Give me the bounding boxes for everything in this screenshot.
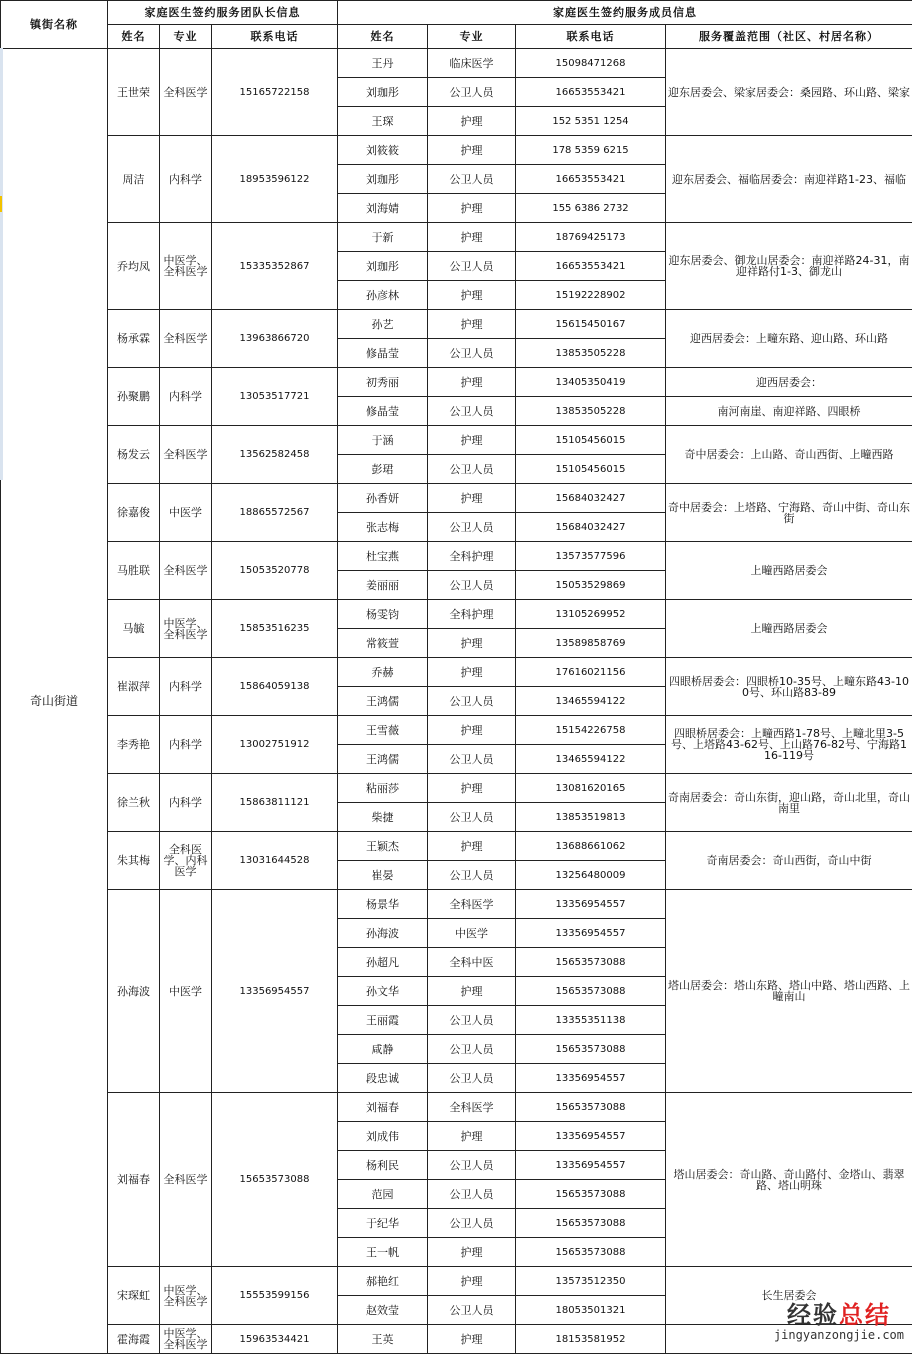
member-phone-cell: 13688661062 <box>516 832 666 861</box>
leader-phone-cell: 18953596122 <box>212 136 338 223</box>
member-major-cell: 护理 <box>428 629 516 658</box>
member-phone-cell: 15105456015 <box>516 426 666 455</box>
coverage-cell <box>666 1325 912 1354</box>
member-name-cell: 刘珈彤 <box>338 252 428 281</box>
member-phone-cell: 16653553421 <box>516 78 666 107</box>
member-name-cell: 杨利民 <box>338 1151 428 1180</box>
table-row <box>1 600 912 629</box>
member-name-cell: 郝艳红 <box>338 1267 428 1296</box>
member-name-cell: 刘海婧 <box>338 194 428 223</box>
member-phone-cell: 16653553421 <box>516 165 666 194</box>
member-major-cell: 公卫人员 <box>428 339 516 368</box>
leader-name-cell: 乔均凤 <box>108 223 160 310</box>
coverage-cell: 上疃西路居委会 <box>666 600 912 658</box>
member-phone-cell: 15653573088 <box>516 1035 666 1064</box>
member-major-cell: 中医学 <box>428 919 516 948</box>
member-phone-cell: 13356954557 <box>516 1122 666 1151</box>
member-name-cell: 杨雯钧 <box>338 600 428 629</box>
member-major-cell: 护理 <box>428 426 516 455</box>
member-name-cell: 于涵 <box>338 426 428 455</box>
coverage-cell: 迎西居委会： <box>666 368 912 397</box>
leader-name-cell: 孙海波 <box>108 890 160 1093</box>
member-major-cell: 临床医学 <box>428 49 516 78</box>
header-street: 镇街名称 <box>1 1 108 49</box>
member-phone-cell: 13081620165 <box>516 774 666 803</box>
leader-major-cell: 全科医学、内科医学 <box>160 832 212 890</box>
member-name-cell: 乔赫 <box>338 658 428 687</box>
leader-phone-cell: 18865572567 <box>212 484 338 542</box>
member-phone-cell: 13573512350 <box>516 1267 666 1296</box>
leader-name-cell: 马毓 <box>108 600 160 658</box>
sheet-edge-strip <box>0 48 3 480</box>
member-major-cell: 护理 <box>428 1325 516 1354</box>
member-name-cell: 王雪薇 <box>338 716 428 745</box>
leader-major-cell: 中医学、全科医学 <box>160 600 212 658</box>
member-name-cell: 刘珈彤 <box>338 165 428 194</box>
table-row <box>1 426 912 455</box>
leader-major-cell: 全科医学 <box>160 542 212 600</box>
leader-phone-cell: 13562582458 <box>212 426 338 484</box>
leader-phone-cell: 13963866720 <box>212 310 338 368</box>
member-major-cell: 护理 <box>428 1122 516 1151</box>
table-row <box>1 1093 912 1122</box>
table-row <box>1 49 912 78</box>
leader-major-cell: 全科医学 <box>160 1093 212 1267</box>
member-major-cell: 公卫人员 <box>428 1180 516 1209</box>
leader-major-cell: 全科医学 <box>160 310 212 368</box>
leader-phone-cell: 15653573088 <box>212 1093 338 1267</box>
coverage-cell: 奇中居委会：上塔路、宁海路、奇山中街、奇山东街 <box>666 484 912 542</box>
header-leader-name: 姓名 <box>108 25 160 49</box>
member-major-cell: 公卫人员 <box>428 1296 516 1325</box>
member-name-cell: 赵效莹 <box>338 1296 428 1325</box>
member-phone-cell: 15653573088 <box>516 1209 666 1238</box>
member-phone-cell: 13256480009 <box>516 861 666 890</box>
member-name-cell: 咸静 <box>338 1035 428 1064</box>
leader-name-cell: 刘福春 <box>108 1093 160 1267</box>
member-name-cell: 王丹 <box>338 49 428 78</box>
table-row <box>1 716 912 745</box>
leader-major-cell: 内科学 <box>160 716 212 774</box>
table-row <box>1 1267 912 1296</box>
member-name-cell: 王鸿儒 <box>338 745 428 774</box>
leader-major-cell: 内科学 <box>160 774 212 832</box>
member-name-cell: 彭珺 <box>338 455 428 484</box>
leader-phone-cell: 15335352867 <box>212 223 338 310</box>
leader-major-cell: 全科医学 <box>160 49 212 136</box>
member-phone-cell: 13405350419 <box>516 368 666 397</box>
leader-phone-cell: 13002751912 <box>212 716 338 774</box>
member-major-cell: 全科医学 <box>428 890 516 919</box>
member-phone-cell: 15653573088 <box>516 1180 666 1209</box>
coverage-cell: 迎东居委会、福临居委会：南迎祥路1-23、福临 <box>666 136 912 223</box>
leader-phone-cell: 15165722158 <box>212 49 338 136</box>
member-major-cell: 公卫人员 <box>428 861 516 890</box>
member-phone-cell: 18153581952 <box>516 1325 666 1354</box>
member-name-cell: 王丽霞 <box>338 1006 428 1035</box>
member-phone-cell: 178 5359 6215 <box>516 136 666 165</box>
member-name-cell: 初秀丽 <box>338 368 428 397</box>
leader-major-cell: 中医学、全科医学 <box>160 1267 212 1325</box>
leader-name-cell: 徐兰秋 <box>108 774 160 832</box>
member-name-cell: 王一帆 <box>338 1238 428 1267</box>
member-phone-cell: 15653573088 <box>516 1238 666 1267</box>
member-name-cell: 刘成伟 <box>338 1122 428 1151</box>
member-major-cell: 公卫人员 <box>428 513 516 542</box>
member-major-cell: 公卫人员 <box>428 803 516 832</box>
member-phone-cell: 15684032427 <box>516 484 666 513</box>
member-phone-cell: 15053529869 <box>516 571 666 600</box>
member-phone-cell: 13465594122 <box>516 687 666 716</box>
member-major-cell: 公卫人员 <box>428 571 516 600</box>
member-phone-cell: 15105456015 <box>516 455 666 484</box>
member-major-cell: 护理 <box>428 223 516 252</box>
member-phone-cell: 15653573088 <box>516 948 666 977</box>
member-major-cell: 公卫人员 <box>428 78 516 107</box>
leader-name-cell: 朱其梅 <box>108 832 160 890</box>
sheet-edge-marker <box>0 196 2 212</box>
coverage-cell: 南河南崖、南迎祥路、四眼桥 <box>666 397 912 426</box>
street-name-cell: 奇山街道 <box>1 49 108 1354</box>
leader-major-cell: 中医学 <box>160 890 212 1093</box>
member-name-cell: 王鸿儒 <box>338 687 428 716</box>
watermark-title-a: 经验 <box>787 1301 839 1329</box>
table-row <box>1 1325 912 1354</box>
member-major-cell: 护理 <box>428 194 516 223</box>
header-member-phone: 联系电话 <box>516 25 666 49</box>
member-major-cell: 公卫人员 <box>428 745 516 774</box>
member-phone-cell: 15653573088 <box>516 1093 666 1122</box>
member-major-cell: 全科中医 <box>428 948 516 977</box>
leader-major-cell: 中医学 <box>160 484 212 542</box>
table-row <box>1 368 912 397</box>
member-phone-cell: 13356954557 <box>516 890 666 919</box>
member-phone-cell: 18053501321 <box>516 1296 666 1325</box>
member-phone-cell: 15192228902 <box>516 281 666 310</box>
leader-name-cell: 周洁 <box>108 136 160 223</box>
header-leader-group: 家庭医生签约服务团队长信息 <box>108 1 338 25</box>
member-major-cell: 护理 <box>428 310 516 339</box>
member-phone-cell: 13356954557 <box>516 1064 666 1093</box>
member-phone-cell: 16653553421 <box>516 252 666 281</box>
coverage-cell: 四眼桥居委会：四眼桥10-35号、上疃东路43-100号、环山路83-89 <box>666 658 912 716</box>
leader-phone-cell: 15863811121 <box>212 774 338 832</box>
member-major-cell: 公卫人员 <box>428 687 516 716</box>
member-major-cell: 护理 <box>428 484 516 513</box>
member-major-cell: 公卫人员 <box>428 165 516 194</box>
member-phone-cell: 13589858769 <box>516 629 666 658</box>
header-member-major: 专业 <box>428 25 516 49</box>
member-name-cell: 于纪华 <box>338 1209 428 1238</box>
leader-major-cell: 内科学 <box>160 368 212 426</box>
member-phone-cell: 13853505228 <box>516 339 666 368</box>
member-name-cell: 王英 <box>338 1325 428 1354</box>
member-name-cell: 刘筱筱 <box>338 136 428 165</box>
leader-name-cell: 王世荣 <box>108 49 160 136</box>
leader-major-cell: 内科学 <box>160 658 212 716</box>
member-major-cell: 公卫人员 <box>428 1006 516 1035</box>
member-name-cell: 修晶莹 <box>338 339 428 368</box>
coverage-cell: 奇南居委会：奇山东街，迎山路，奇山北里，奇山南里 <box>666 774 912 832</box>
member-major-cell: 护理 <box>428 136 516 165</box>
leader-phone-cell: 15553599156 <box>212 1267 338 1325</box>
leader-name-cell: 杨承霖 <box>108 310 160 368</box>
member-phone-cell: 13573577596 <box>516 542 666 571</box>
member-major-cell: 护理 <box>428 977 516 1006</box>
member-phone-cell: 15154226758 <box>516 716 666 745</box>
table-row <box>1 310 912 339</box>
member-name-cell: 于新 <box>338 223 428 252</box>
table-row <box>1 890 912 919</box>
member-major-cell: 全科护理 <box>428 542 516 571</box>
member-name-cell: 崔晏 <box>338 861 428 890</box>
member-name-cell: 孙文华 <box>338 977 428 1006</box>
member-phone-cell: 15098471268 <box>516 49 666 78</box>
member-name-cell: 柴捷 <box>338 803 428 832</box>
member-phone-cell: 18769425173 <box>516 223 666 252</box>
member-name-cell: 范园 <box>338 1180 428 1209</box>
table-row <box>1 136 912 165</box>
member-name-cell: 姜丽丽 <box>338 571 428 600</box>
leader-phone-cell: 15053520778 <box>212 542 338 600</box>
table-row <box>1 774 912 803</box>
member-name-cell: 刘福春 <box>338 1093 428 1122</box>
member-major-cell: 全科医学 <box>428 1093 516 1122</box>
member-major-cell: 护理 <box>428 832 516 861</box>
member-name-cell: 刘珈彤 <box>338 78 428 107</box>
header-coverage: 服务覆盖范围（社区、村居名称） <box>666 25 912 49</box>
member-major-cell: 公卫人员 <box>428 455 516 484</box>
member-major-cell: 护理 <box>428 368 516 397</box>
coverage-cell: 塔山居委会：塔山东路、塔山中路、塔山西路、上疃南山 <box>666 890 912 1093</box>
leader-major-cell: 中医学、全科医学 <box>160 1325 212 1354</box>
member-name-cell: 孙海波 <box>338 919 428 948</box>
coverage-cell: 迎东居委会、御龙山居委会：南迎祥路24-31，南迎祥路付1-3、御龙山 <box>666 223 912 310</box>
coverage-cell: 长生居委会 <box>666 1267 912 1325</box>
leader-major-cell: 内科学 <box>160 136 212 223</box>
coverage-cell: 奇中居委会：上山路、奇山西街、上疃西路 <box>666 426 912 484</box>
coverage-cell: 迎西居委会：上疃东路、迎山路、环山路 <box>666 310 912 368</box>
member-major-cell: 公卫人员 <box>428 252 516 281</box>
leader-phone-cell: 15963534421 <box>212 1325 338 1354</box>
member-phone-cell: 15653573088 <box>516 977 666 1006</box>
leader-major-cell: 全科医学 <box>160 426 212 484</box>
member-major-cell: 公卫人员 <box>428 1209 516 1238</box>
table-row <box>1 484 912 513</box>
member-major-cell: 公卫人员 <box>428 397 516 426</box>
member-major-cell: 护理 <box>428 774 516 803</box>
watermark-url: jingyanzongjie.com <box>774 1328 904 1342</box>
coverage-cell: 塔山居委会：奇山路、奇山路付、金塔山、翡翠路、塔山明珠 <box>666 1093 912 1267</box>
header-member-name: 姓名 <box>338 25 428 49</box>
coverage-cell: 奇南居委会：奇山西街，奇山中街 <box>666 832 912 890</box>
member-name-cell: 常筱萱 <box>338 629 428 658</box>
header-member-group: 家庭医生签约服务成员信息 <box>338 1 912 25</box>
table-row <box>1 223 912 252</box>
team-table-body <box>1 49 912 1354</box>
leader-phone-cell: 13031644528 <box>212 832 338 890</box>
table-row <box>1 658 912 687</box>
leader-name-cell: 杨发云 <box>108 426 160 484</box>
member-name-cell: 王颖杰 <box>338 832 428 861</box>
member-phone-cell: 13853505228 <box>516 397 666 426</box>
member-phone-cell: 13465594122 <box>516 745 666 774</box>
member-phone-cell: 15615450167 <box>516 310 666 339</box>
member-phone-cell: 15684032427 <box>516 513 666 542</box>
member-major-cell: 护理 <box>428 1267 516 1296</box>
member-major-cell: 公卫人员 <box>428 1035 516 1064</box>
member-major-cell: 全科护理 <box>428 600 516 629</box>
member-major-cell: 护理 <box>428 716 516 745</box>
member-name-cell: 粘丽莎 <box>338 774 428 803</box>
leader-name-cell: 李秀艳 <box>108 716 160 774</box>
member-name-cell: 孙彦林 <box>338 281 428 310</box>
leader-name-cell: 宋琛虹 <box>108 1267 160 1325</box>
member-phone-cell: 152 5351 1254 <box>516 107 666 136</box>
member-name-cell: 孙香妍 <box>338 484 428 513</box>
leader-phone-cell: 13053517721 <box>212 368 338 426</box>
table-row <box>1 832 912 861</box>
member-major-cell: 公卫人员 <box>428 1064 516 1093</box>
member-phone-cell: 13356954557 <box>516 1151 666 1180</box>
member-major-cell: 公卫人员 <box>428 1151 516 1180</box>
member-major-cell: 护理 <box>428 1238 516 1267</box>
leader-major-cell: 中医学、全科医学 <box>160 223 212 310</box>
member-name-cell: 王琛 <box>338 107 428 136</box>
leader-name-cell: 马胜联 <box>108 542 160 600</box>
member-name-cell: 孙超凡 <box>338 948 428 977</box>
leader-name-cell: 崔淑萍 <box>108 658 160 716</box>
coverage-cell: 上疃西路居委会 <box>666 542 912 600</box>
member-phone-cell: 13355351138 <box>516 1006 666 1035</box>
coverage-cell: 四眼桥居委会：上疃西路1-78号、上疃北里3-5号、上塔路43-62号、上山路76-82号、宁海路116-119号 <box>666 716 912 774</box>
leader-phone-cell: 15853516235 <box>212 600 338 658</box>
member-name-cell: 孙艺 <box>338 310 428 339</box>
member-major-cell: 护理 <box>428 107 516 136</box>
member-phone-cell: 13853519813 <box>516 803 666 832</box>
member-name-cell: 张志梅 <box>338 513 428 542</box>
member-major-cell: 护理 <box>428 281 516 310</box>
member-phone-cell: 13105269952 <box>516 600 666 629</box>
member-name-cell: 修晶莹 <box>338 397 428 426</box>
table-row <box>1 542 912 571</box>
member-phone-cell: 17616021156 <box>516 658 666 687</box>
member-phone-cell: 13356954557 <box>516 919 666 948</box>
header-leader-major: 专业 <box>160 25 212 49</box>
member-name-cell: 段忠诚 <box>338 1064 428 1093</box>
member-phone-cell: 155 6386 2732 <box>516 194 666 223</box>
leader-name-cell: 徐嘉俊 <box>108 484 160 542</box>
leader-phone-cell: 15864059138 <box>212 658 338 716</box>
leader-phone-cell: 13356954557 <box>212 890 338 1093</box>
coverage-cell: 迎东居委会、梁家居委会：桑园路、环山路、梁家 <box>666 49 912 136</box>
leader-name-cell: 霍海霞 <box>108 1325 160 1354</box>
header-leader-phone: 联系电话 <box>212 25 338 49</box>
leader-name-cell: 孙聚鹏 <box>108 368 160 426</box>
member-name-cell: 杜宝燕 <box>338 542 428 571</box>
watermark-title-b: 总结 <box>839 1301 891 1329</box>
member-name-cell: 杨景华 <box>338 890 428 919</box>
member-major-cell: 护理 <box>428 658 516 687</box>
